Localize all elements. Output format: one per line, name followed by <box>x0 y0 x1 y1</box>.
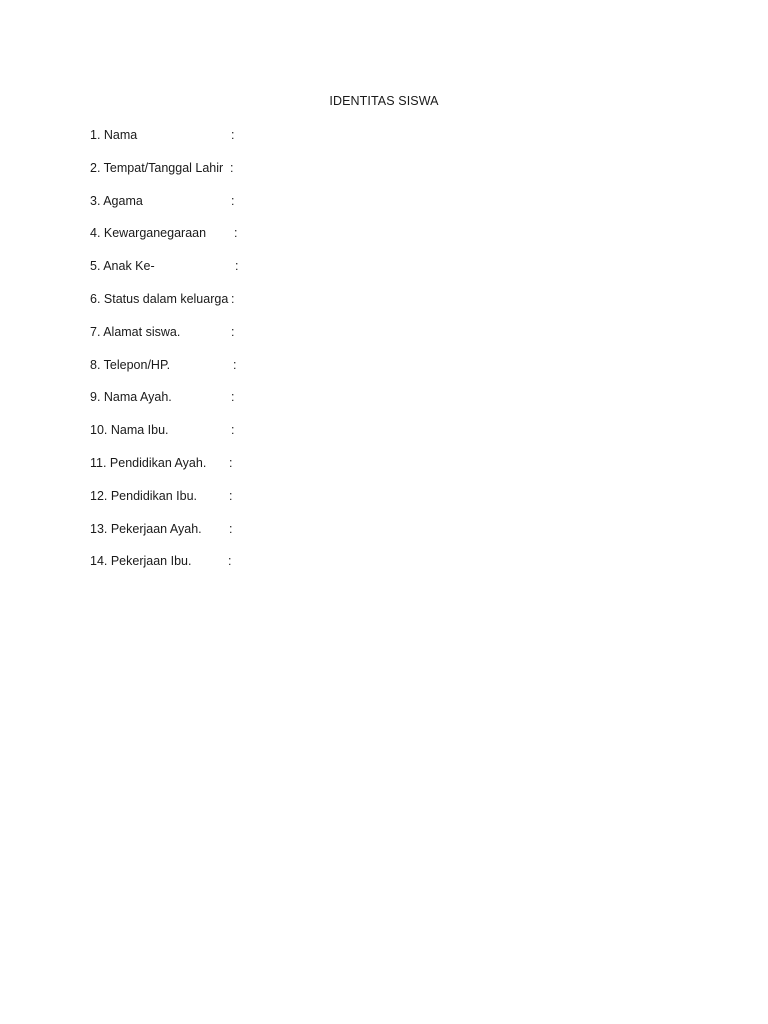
field-label: 12. Pendidikan Ibu. <box>90 488 198 503</box>
field-row-status-dalam-keluarga <box>90 290 490 323</box>
field-colon: : <box>229 488 233 503</box>
field-colon: : <box>233 357 237 372</box>
field-colon: : <box>230 160 234 175</box>
field-row-kewarganegaraan <box>90 224 490 257</box>
field-row-alamat-siswa <box>90 323 490 356</box>
field-row-pendidikan-ibu <box>90 487 490 520</box>
field-colon: : <box>229 521 233 536</box>
field-colon: : <box>231 390 235 405</box>
field-label: 13. Pekerjaan Ayah. <box>90 521 202 536</box>
field-row-tempat-tanggal-lahir <box>90 159 490 192</box>
field-row-pendidikan-ayah <box>90 454 490 487</box>
field-row-telepon-hp <box>90 356 490 389</box>
field-label: 1. Nama <box>90 128 138 142</box>
field-colon: : <box>231 423 235 438</box>
field-row-nama-ibu <box>90 421 490 454</box>
field-label: 3. Agama <box>90 193 143 208</box>
field-colon: : <box>231 128 235 142</box>
field-label: 7. Alamat siswa. <box>90 324 181 339</box>
field-label: 8. Telepon/HP. <box>90 357 171 372</box>
field-colon: : <box>234 226 238 241</box>
field-label: 5. Anak Ke- <box>90 259 155 274</box>
student-identity-field-list <box>90 126 490 585</box>
field-colon: : <box>231 193 235 208</box>
field-row-pekerjaan-ibu <box>90 552 490 585</box>
field-label: 2. Tempat/Tanggal Lahir <box>90 160 224 175</box>
field-label: 4. Kewarganegaraan <box>90 226 207 241</box>
field-colon: : <box>231 324 235 339</box>
field-label: 6. Status dalam keluarga <box>90 291 229 306</box>
field-label: 9. Nama Ayah. <box>90 390 172 405</box>
field-colon: : <box>229 455 233 470</box>
document-title: IDENTITAS SISWA <box>329 94 439 108</box>
field-row-anak-ke <box>90 257 490 290</box>
field-row-agama <box>90 192 490 225</box>
field-label: 14. Pekerjaan Ibu. <box>90 554 192 569</box>
field-row-pekerjaan-ayah <box>90 520 490 553</box>
field-colon: : <box>235 259 239 274</box>
field-row-nama <box>90 126 490 159</box>
field-label: 10. Nama Ibu. <box>90 423 169 438</box>
field-colon: : <box>228 554 232 569</box>
field-colon: : <box>231 291 235 306</box>
field-label: 11. Pendidikan Ayah. <box>90 455 207 470</box>
field-row-nama-ayah <box>90 388 490 421</box>
